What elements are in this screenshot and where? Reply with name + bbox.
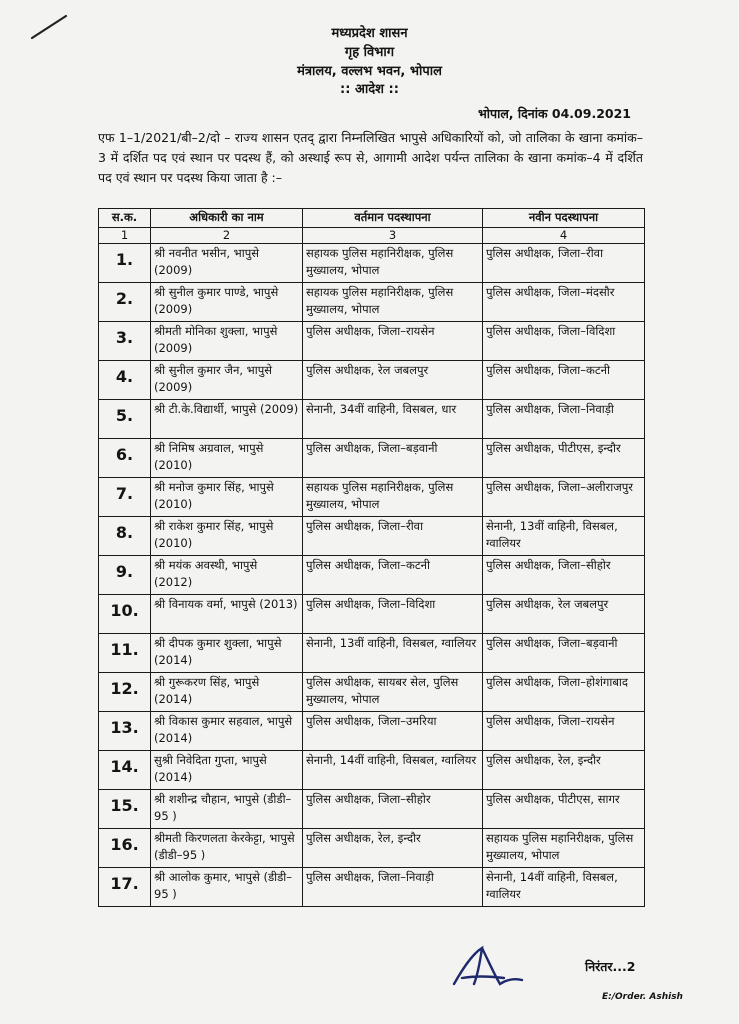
signature xyxy=(448,940,526,995)
current-posting-cell: पुलिस अधीक्षक, रेल जबलपुर xyxy=(303,361,483,400)
table-row xyxy=(99,751,645,790)
serial-number-cell: 5. xyxy=(99,400,151,439)
table-row xyxy=(99,712,645,751)
col-number: 4 xyxy=(483,228,645,244)
serial-number-cell: 17. xyxy=(99,868,151,907)
serial-number-cell: 1. xyxy=(99,244,151,283)
serial-number-cell: 10. xyxy=(99,595,151,634)
table-row xyxy=(99,634,645,673)
table-row xyxy=(99,673,645,712)
new-posting-cell: पुलिस अधीक्षक, रेल जबलपुर xyxy=(483,595,645,634)
current-posting-cell: सहायक पुलिस महानिरीक्षक, पुलिस मुख्यालय, भोपाल xyxy=(303,478,483,517)
officer-name-cell: श्री विनायक वर्मा, भापुसे (2013) xyxy=(151,595,303,634)
current-posting-cell: पुलिस अधीक्षक, रेल, इन्दौर xyxy=(303,829,483,868)
officer-name-cell: श्री विकास कुमार सहवाल, भापुसे (2014) xyxy=(151,712,303,751)
continued-note: निरंतर...2 xyxy=(585,959,636,974)
transfer-table xyxy=(98,208,645,907)
place-date: भोपाल, दिनांक 04.09.2021 xyxy=(477,106,631,121)
new-posting-cell: सेनानी, 13वीं वाहिनी, विसबल, ग्वालियर xyxy=(483,517,645,556)
col-number: 1 xyxy=(99,228,151,244)
serial-number-cell: 8. xyxy=(99,517,151,556)
officer-name-cell: श्री टी.के.विद्यार्थी, भापुसे (2009) xyxy=(151,400,303,439)
new-posting-cell: पुलिस अधीक्षक, जिला–रायसेन xyxy=(483,712,645,751)
current-posting-cell: पुलिस अधीक्षक, जिला–रायसेन xyxy=(303,322,483,361)
new-posting-cell: पुलिस अधीक्षक, पीटीएस, सागर xyxy=(483,790,645,829)
officer-name-cell: श्री शशीन्द्र चौहान, भापुसे (डीडी–95 ) xyxy=(151,790,303,829)
column-number-row xyxy=(99,228,645,244)
office-address: मंत्रालय, वल्लभ भवन, भोपाल xyxy=(297,64,442,79)
table-row xyxy=(99,283,645,322)
new-posting-cell: पुलिस अधीक्षक, जिला–विदिशा xyxy=(483,322,645,361)
new-posting-cell: पुलिस अधीक्षक, जिला–बड़वानी xyxy=(483,634,645,673)
officer-name-cell: श्री आलोक कुमार, भापुसे (डीडी–95 ) xyxy=(151,868,303,907)
serial-number-cell: 3. xyxy=(99,322,151,361)
serial-number-cell: 13. xyxy=(99,712,151,751)
serial-number-cell: 11. xyxy=(99,634,151,673)
table-row xyxy=(99,790,645,829)
officer-name-cell: श्री सुनील कुमार जैन, भापुसे (2009) xyxy=(151,361,303,400)
table-row xyxy=(99,595,645,634)
new-posting-cell: पुलिस अधीक्षक, जिला–रीवा xyxy=(483,244,645,283)
order-paragraph: एफ 1–1/2021/बी–2/दो – राज्य शासन एतद् द्वारा निम्नलिखित भापुसे अधिकारियों को, जो तालिका के खाना कमांक–3 में दर्शित पद एवं स्थान पर पदस्थ हैं, को अस्थाई रूप से, आगामी आदेश पर्यन्त तालिका के खाना कमांक–4 में दर्शित पद एवं स्थान पर पदस्थ किया जाता है :– xyxy=(98,130,643,185)
serial-number-cell: 7. xyxy=(99,478,151,517)
officer-name-cell: श्री गुरूकरण सिंह, भापुसे (2014) xyxy=(151,673,303,712)
department-name: गृह विभाग xyxy=(344,45,395,60)
officer-name-cell: श्री नवनीत भसीन, भापुसे (2009) xyxy=(151,244,303,283)
serial-number-cell: 4. xyxy=(99,361,151,400)
serial-number-cell: 6. xyxy=(99,439,151,478)
new-posting-cell: सहायक पुलिस महानिरीक्षक, पुलिस मुख्यालय, भोपाल xyxy=(483,829,645,868)
govt-name: मध्यप्रदेश शासन xyxy=(331,26,408,41)
col-header-name: अधिकारी का नाम xyxy=(151,209,303,228)
officer-name-cell: श्री मनोज कुमार सिंह, भापुसे (2010) xyxy=(151,478,303,517)
table-row xyxy=(99,478,645,517)
table-row xyxy=(99,361,645,400)
new-posting-cell: पुलिस अधीक्षक, जिला–अलीराजपुर xyxy=(483,478,645,517)
new-posting-cell: पुलिस अधीक्षक, जिला–होशंगाबाद xyxy=(483,673,645,712)
file-reference: E:/Order. Ashish xyxy=(602,992,683,1002)
current-posting-cell: सहायक पुलिस महानिरीक्षक, पुलिस मुख्यालय, भोपाल xyxy=(303,283,483,322)
officer-name-cell: श्री राकेश कुमार सिंह, भापुसे (2010) xyxy=(151,517,303,556)
officer-name-cell: श्री निमिष अग्रवाल, भापुसे (2010) xyxy=(151,439,303,478)
table-row xyxy=(99,322,645,361)
new-posting-cell: पुलिस अधीक्षक, जिला–कटनी xyxy=(483,361,645,400)
new-posting-cell: पुलिस अधीक्षक, रेल, इन्दौर xyxy=(483,751,645,790)
serial-number-cell: 16. xyxy=(99,829,151,868)
order-heading: :: आदेश :: xyxy=(340,82,399,97)
table-header-row xyxy=(99,209,645,228)
serial-number-cell: 2. xyxy=(99,283,151,322)
col-number: 3 xyxy=(303,228,483,244)
officer-name-cell: श्रीमती मोनिका शुक्ला, भापुसे (2009) xyxy=(151,322,303,361)
new-posting-cell: सेनानी, 14वीं वाहिनी, विसबल, ग्वालियर xyxy=(483,868,645,907)
current-posting-cell: पुलिस अधीक्षक, जिला–उमरिया xyxy=(303,712,483,751)
serial-number-cell: 9. xyxy=(99,556,151,595)
col-header-sno: स.क. xyxy=(99,209,151,228)
officer-name-cell: श्री दीपक कुमार शुक्ला, भापुसे (2014) xyxy=(151,634,303,673)
table-row xyxy=(99,517,645,556)
officer-name-cell: श्री मयंक अवस्थी, भापुसे (2012) xyxy=(151,556,303,595)
current-posting-cell: पुलिस अधीक्षक, जिला–रीवा xyxy=(303,517,483,556)
current-posting-cell: सेनानी, 13वीं वाहिनी, विसबल, ग्वालियर xyxy=(303,634,483,673)
officer-name-cell: सुश्री निवेदिता गुप्ता, भापुसे (2014) xyxy=(151,751,303,790)
col-header-current-posting: वर्तमान पदस्थापना xyxy=(303,209,483,228)
serial-number-cell: 12. xyxy=(99,673,151,712)
table-row xyxy=(99,829,645,868)
new-posting-cell: पुलिस अधीक्षक, पीटीएस, इन्दौर xyxy=(483,439,645,478)
table-row xyxy=(99,400,645,439)
officer-name-cell: श्री सुनील कुमार पाण्डे, भापुसे (2009) xyxy=(151,283,303,322)
table-row xyxy=(99,439,645,478)
current-posting-cell: पुलिस अधीक्षक, जिला–कटनी xyxy=(303,556,483,595)
table-row xyxy=(99,244,645,283)
current-posting-cell: पुलिस अधीक्षक, जिला–विदिशा xyxy=(303,595,483,634)
officer-name-cell: श्रीमती किरणलता केरकेट्टा, भापुसे (डीडी–95 ) xyxy=(151,829,303,868)
table-row xyxy=(99,868,645,907)
new-posting-cell: पुलिस अधीक्षक, जिला–सीहोर xyxy=(483,556,645,595)
table-row xyxy=(99,556,645,595)
current-posting-cell: सेनानी, 34वीं वाहिनी, विसबल, धार xyxy=(303,400,483,439)
col-header-new-posting: नवीन पदस्थापना xyxy=(483,209,645,228)
serial-number-cell: 15. xyxy=(99,790,151,829)
new-posting-cell: पुलिस अधीक्षक, जिला–मंदसौर xyxy=(483,283,645,322)
current-posting-cell: पुलिस अधीक्षक, जिला–बड़वानी xyxy=(303,439,483,478)
current-posting-cell: सहायक पुलिस महानिरीक्षक, पुलिस मुख्यालय, भोपाल xyxy=(303,244,483,283)
col-number: 2 xyxy=(151,228,303,244)
current-posting-cell: सेनानी, 14वीं वाहिनी, विसबल, ग्वालियर xyxy=(303,751,483,790)
current-posting-cell: पुलिस अधीक्षक, जिला–निवाड़ी xyxy=(303,868,483,907)
current-posting-cell: पुलिस अधीक्षक, सायबर सेल, पुलिस मुख्यालय, भोपाल xyxy=(303,673,483,712)
new-posting-cell: पुलिस अधीक्षक, जिला–निवाड़ी xyxy=(483,400,645,439)
serial-number-cell: 14. xyxy=(99,751,151,790)
current-posting-cell: पुलिस अधीक्षक, जिला–सीहोर xyxy=(303,790,483,829)
